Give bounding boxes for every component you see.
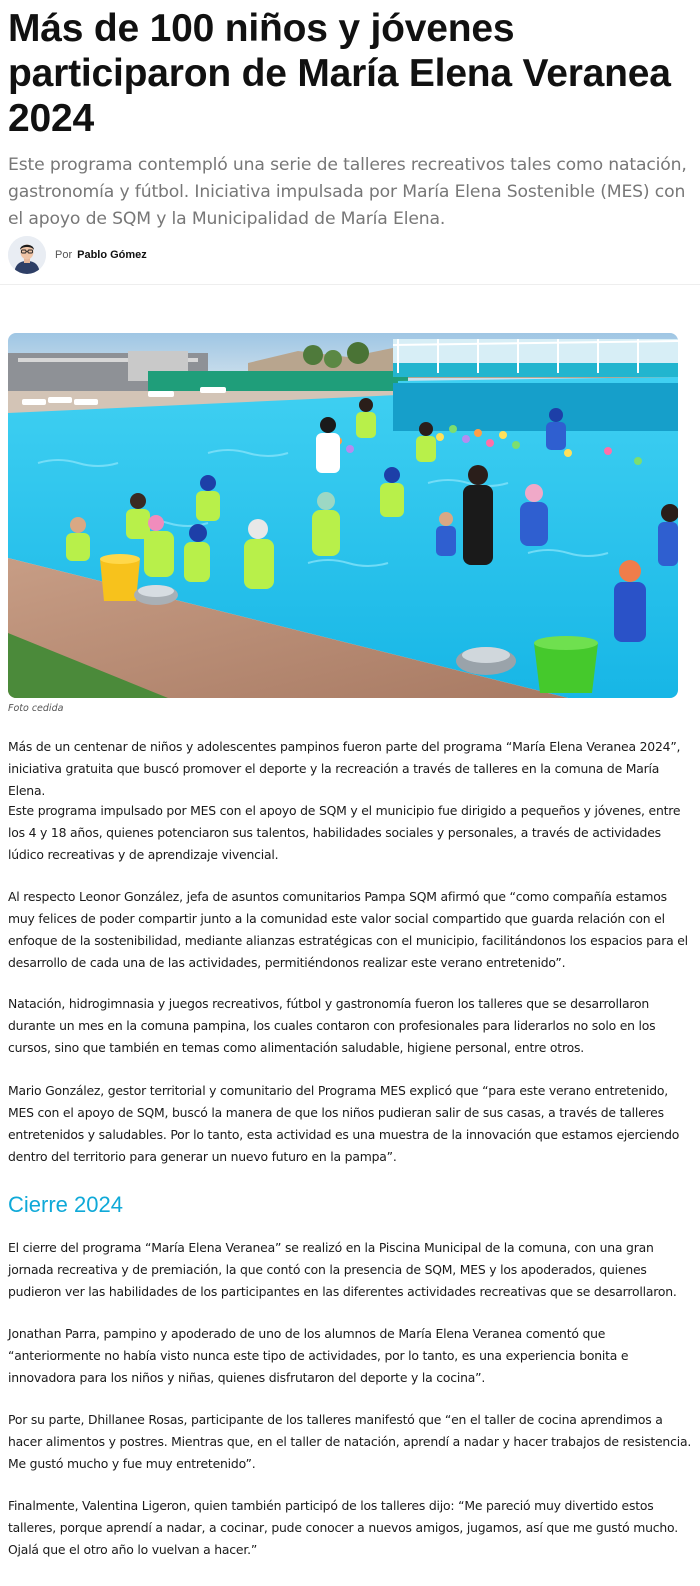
section-paragraph: Jonathan Parra, pampino y apoderado de uno de los alumnos de María Elena Veranea comentó que “anteriormente no había visto nunca este tipo de actividades, por lo tanto, es una experiencia bonita e innovadora para los niños y niñas, quienes disfrutaron del deporte y la cocina”.	[8, 1326, 629, 1385]
byline-prefix: Por	[55, 249, 73, 261]
article-paragraph: Este programa impulsado por MES con el apoyo de SQM y el municipio fue dirigido a pequeños y jóvenes, entre los 4 y 18 años, quienes potenciaron sus talentos, habilidades sociales y personales, a través de actividades lúdico recreativas y de aprendizaje vivencial.	[8, 803, 681, 862]
person-icon	[8, 236, 46, 274]
photo-caption: Foto cedida	[8, 703, 64, 714]
article-paragraph: Mario González, gestor territorial y comunitario del Programa MES explicó que “para este verano entretenido, MES con el apoyo de SQM, buscó la manera de que los niños pudieran salir de sus casas, a través de talleres entretenidos y saludables. Por lo tanto, esta actividad es una muestra de la innovación que estamos ejerciendo dentro del territorio para generar un nuevo futuro en la pampa”.	[8, 1083, 680, 1164]
author-name-link[interactable]: Pablo Gómez	[77, 249, 147, 261]
article-subtitle: Este programa contempló una serie de talleres recreativos tales como natación, gastronomía y fútbol. Iniciativa impulsada por María Elena Sostenible (MES) con el apoyo de SQM y la Municipalidad de María Elena.	[8, 155, 687, 229]
header-divider	[0, 284, 700, 285]
author-avatar[interactable]	[8, 236, 46, 274]
pool-photo-illustration	[8, 333, 678, 698]
article-headline: Más de 100 niños y jóvenes participaron de María Elena Veranea 2024	[8, 7, 671, 140]
section-paragraph: El cierre del programa “María Elena Veranea” se realizó en la Piscina Municipal de la comuna, con una gran jornada recreativa y de premiación, la que contó con la presencia de SQM, MES y los apoderados, quienes pudieron ver las habilidades de los participantes en las diferentes actividades recreativas que se desarrollaron.	[8, 1240, 677, 1299]
section-paragraph: Finalmente, Valentina Ligeron, quien también participó de los talleres dijo: “Me pareció muy divertido estos talleres, porque aprendí a nadar, a cocinar, pude conocer a nuevos amigos, jugamos, así que me gustó mucho. Ojalá que el otro año lo vuelvan a hacer.”	[8, 1498, 678, 1557]
article-paragraph: Más de un centenar de niños y adolescentes pampinos fueron parte del programa “María Elena Veranea 2024”, iniciativa gratuita que buscó promover el deporte y la recreación a través de talleres en la comuna de María Elena.	[8, 739, 681, 798]
section-paragraph: Por su parte, Dhillanee Rosas, participante de los talleres manifestó que “en el taller de cocina aprendimos a hacer alimentos y postres. Mientras que, en el taller de natación, aprendí a nadar y hacer trabajos de resistencia. Me gustó mucho y fue muy entretenido”.	[8, 1412, 692, 1471]
byline	[8, 236, 147, 274]
article-photo	[8, 333, 678, 698]
article-paragraph: Al respecto Leonor González, jefa de asuntos comunitarios Pampa SQM afirmó que “como compañía estamos muy felices de poder compartir junto a la comunidad este valor social compartido que guarda relación con el enfoque de la sostenibilidad, mediante alianzas estratégicas con el municipio, facilitándonos los espacios para el desarrollo de cada una de las actividades, permitiéndonos realizar este verano entretenido”.	[8, 889, 688, 970]
section-heading: Cierre 2024	[8, 1192, 123, 1217]
article-paragraph: Natación, hidrogimnasia y juegos recreativos, fútbol y gastronomía fueron los talleres que se desarrollaron durante un mes en la comuna pampina, los cuales contaron con profesionales para liderarlos no solo en los cursos, sino que también en temas como alimentación saludable, higiene personal, entre otros.	[8, 996, 656, 1055]
